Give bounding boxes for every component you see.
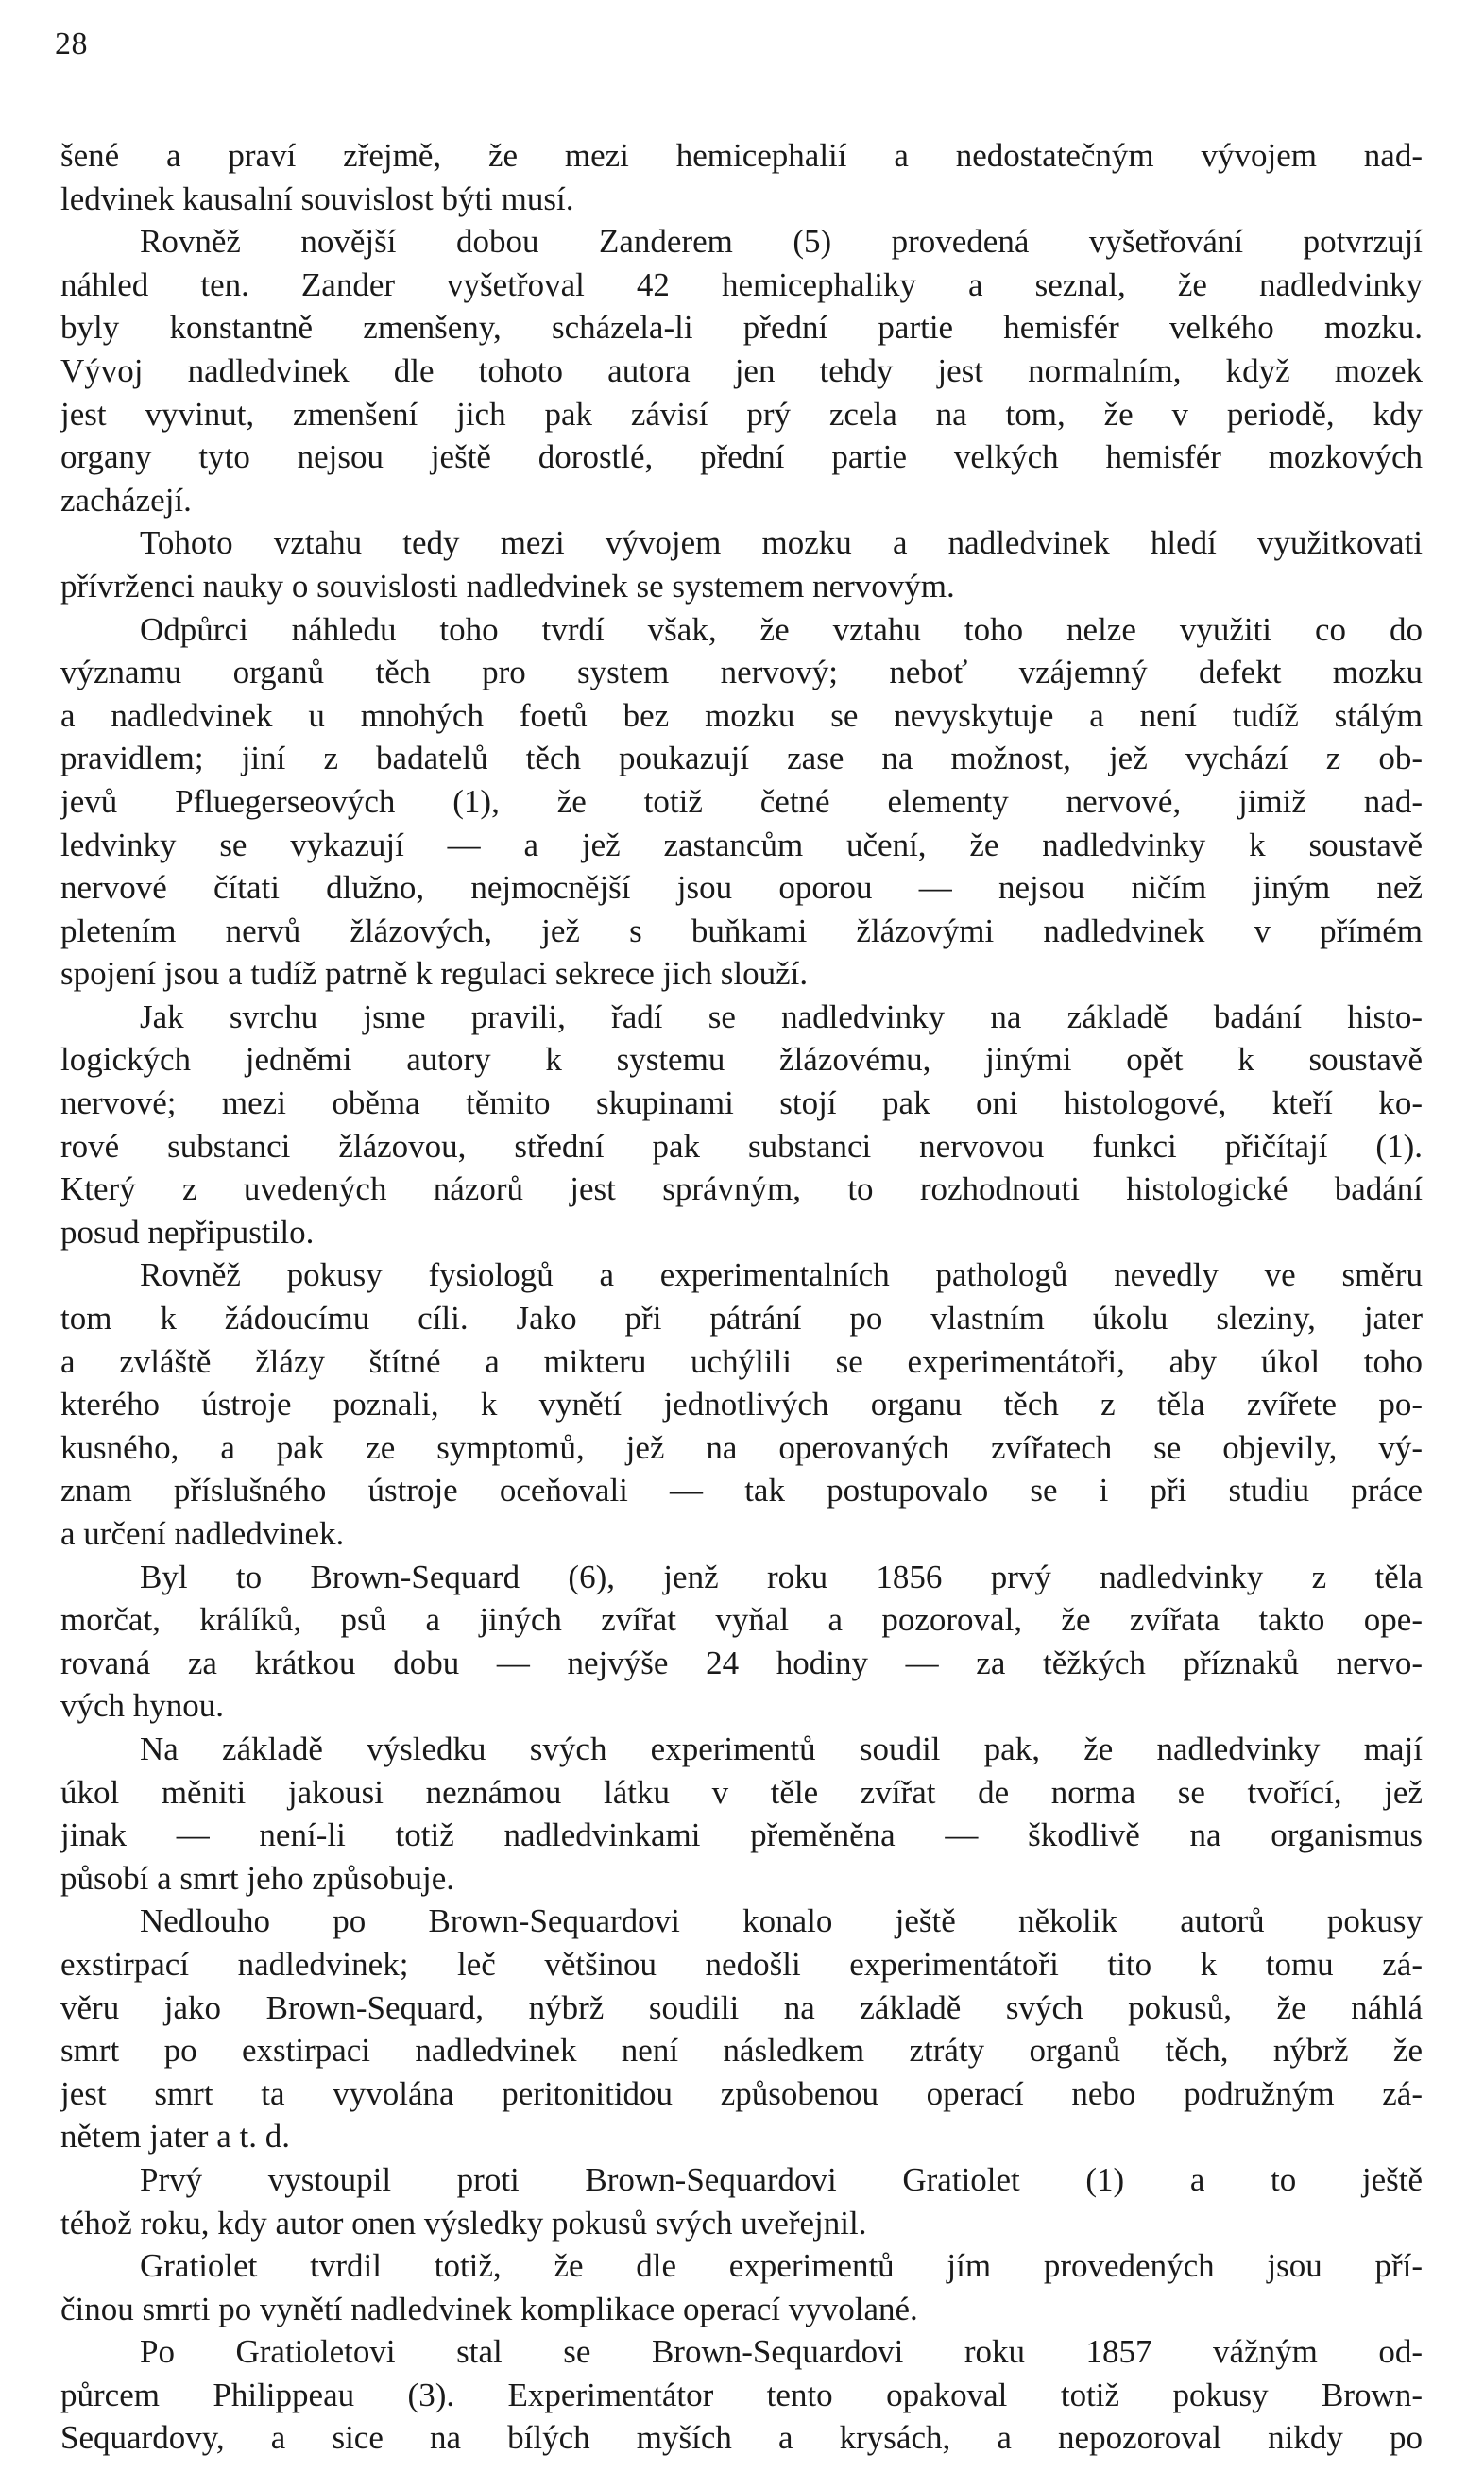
text-line: Po Gratioletovi stal se Brown-Sequardovi roku 1857 vážným od- [140,2333,1423,2371]
text-line: a určení nadledvinek. [60,1515,345,1552]
text-line: Vývoj nadledvinek dle tohoto autora jen tehdy jest normalním, když mozek [60,351,1423,389]
text-line: nervové čítati dlužno, nejmocnější jsou oporou — nejsou ničím jiným než [60,869,1423,907]
text-line: organy tyto nejsou ještě dorostlé, přední partie velkých hemisfér mozkových [60,438,1423,476]
text-line: vých hynou. [60,1687,225,1725]
text-line: půrcem Philippeau (3). Experimentátor tento opakoval totiž pokusy Brown- [60,2376,1423,2413]
text-line: Sequardovy, a sice na bílých myších a krysách, a nepozoroval nikdy po [60,2419,1423,2457]
text-line: Který z uvedených názorů jest správným, to rozhodnouti histologické badání [60,1170,1423,1208]
text-line: Jak svrchu jsme pravili, řadí se nadledvinky na základě badání histo- [140,997,1423,1035]
text-line: ledvinky se vykazují — a jež zastancům učení, že nadledvinky k soustavě [60,826,1423,863]
text-line: smrt po exstirpaci nadledvinek není následkem ztráty organů těch, nýbrž že [60,2032,1423,2070]
text-line: působí a smrt jeho způsobuje. [60,1859,455,1897]
text-line: pravidlem; jiní z badatelů těch poukazují zase na možnost, jež vychází z ob- [60,740,1423,777]
text-line: Tohoto vztahu tedy mezi vývojem mozku a nadledvinek hledí využitkovati [140,524,1423,562]
text-line: zacházejí. [60,481,192,519]
text-line: logických jedněmi autory k systemu žlázovému, jinými opět k soustavě [60,1041,1423,1079]
text-line: Prvý vystoupil proti Brown-Sequardovi Gratiolet (1) a to ještě [140,2160,1423,2198]
text-line: Rovněž pokusy fysiologů a experimentalních pathologů nevedly ve směru [140,1256,1423,1294]
page-number: 28 [55,26,88,61]
text-line: nětem jater a t. d. [60,2118,290,2156]
text-line: náhled ten. Zander vyšetřoval 42 hemicephaliky a seznal, že nadledvinky [60,265,1423,303]
text-line: byly konstantně zmenšeny, scházela-li přední partie hemisfér velkého mozku. [60,309,1423,347]
text-line: Na základě výsledku svých experimentů soudil pak, že nadledvinky mají [140,1730,1423,1767]
text-line: Rovněž novější dobou Zanderem (5) provedená vyšetřování potvrzují [140,223,1423,261]
text-line: spojení jsou a tudíž patrně k regulaci sekrece jich slouží. [60,955,809,993]
text-line: významu organů těch pro system nervový; neboť vzájemný defekt mozku [60,654,1423,691]
text-line: věru jako Brown-Sequard, nýbrž soudili na základě svých pokusů, že náhlá [60,1988,1423,2026]
body-text [60,134,1423,2460]
text-line: jinak — není-li totiž nadledvinkami přeměněna — škodlivě na organismus [60,1816,1423,1854]
text-line: posud nepřipustilo. [60,1213,315,1251]
text-line: rové substanci žlázovou, střední pak substanci nervovou funkci přičítají (1). [60,1127,1423,1165]
text-line: a zvláště žlázy štítné a mikteru uchýlili se experimentátoři, aby úkol toho [60,1342,1423,1380]
text-line: úkol měniti jakousi neznámou látku v těle zvířat de norma se tvořící, jež [60,1773,1423,1811]
text-line: přívrženci nauky o souvislosti nadledvinek se systemem nervovým. [60,567,955,605]
text-line: Gratiolet tvrdil totiž, že dle experimentů jím provedených jsou pří- [140,2247,1423,2285]
text-line: Byl to Brown-Sequard (6), jenž roku 1856 prvý nadledvinky z těla [140,1558,1423,1595]
text-line: kterého ústroje poznali, k vynětí jednotlivých organu těch z těla zvířete po- [60,1386,1423,1424]
text-line: ledvinek kausalní souvislost býti musí. [60,179,574,217]
text-line: nervové; mezi oběma těmito skupinami stojí pak oni histologové, kteří ko- [60,1084,1423,1122]
text-line: jest vyvinut, zmenšení jich pak závisí prý zcela na tom, že v periodě, kdy [60,395,1423,433]
text-line: kusného, a pak ze symptomů, jež na operovaných zvířatech se objevily, vý- [60,1428,1423,1466]
text-line: morčat, králíků, psů a jiných zvířat vyňal a pozoroval, že zvířata takto ope- [60,1601,1423,1639]
text-line: jevů Pfluegerseových (1), že totiž četné elementy nervové, jimiž nad- [60,782,1423,820]
text-line: exstirpací nadledvinek; leč většinou nedošli experimentátoři tito k tomu zá- [60,1945,1423,1983]
text-line: a nadledvinek u mnohých foetů bez mozku se nevyskytuje a není tudíž stálým [60,696,1423,734]
text-line: znam příslušného ústroje oceňovali — tak postupovalo se i při studiu práce [60,1472,1423,1509]
text-line: Nedlouho po Brown-Sequardovi konalo ještě několik autorů pokusy [140,1902,1423,1940]
text-line: šené a praví zřejmě, že mezi hemicephalií a nedostatečným vývojem nad- [60,137,1423,174]
text-line: pletením nervů žlázových, jež s buňkami žlázovými nadledvinek v přímém [60,912,1423,949]
text-line: jest smrt ta vyvolána peritonitidou způsobenou operací nebo podružným zá- [60,2074,1423,2112]
text-line: téhož roku, kdy autor onen výsledky pokusů svých uveřejnil. [60,2204,867,2242]
text-line: rovaná za krátkou dobu — nejvýše 24 hodiny — za těžkých příznaků nervo- [60,1644,1423,1681]
text-line: činou smrti po vynětí nadledvinek komplikace operací vyvolané. [60,2290,918,2327]
text-line: tom k žádoucímu cíli. Jako při pátrání po vlastním úkolu sleziny, jater [60,1300,1423,1338]
text-line: Odpůrci náhledu toho tvrdí však, že vztahu toho nelze využiti co do [140,610,1423,648]
